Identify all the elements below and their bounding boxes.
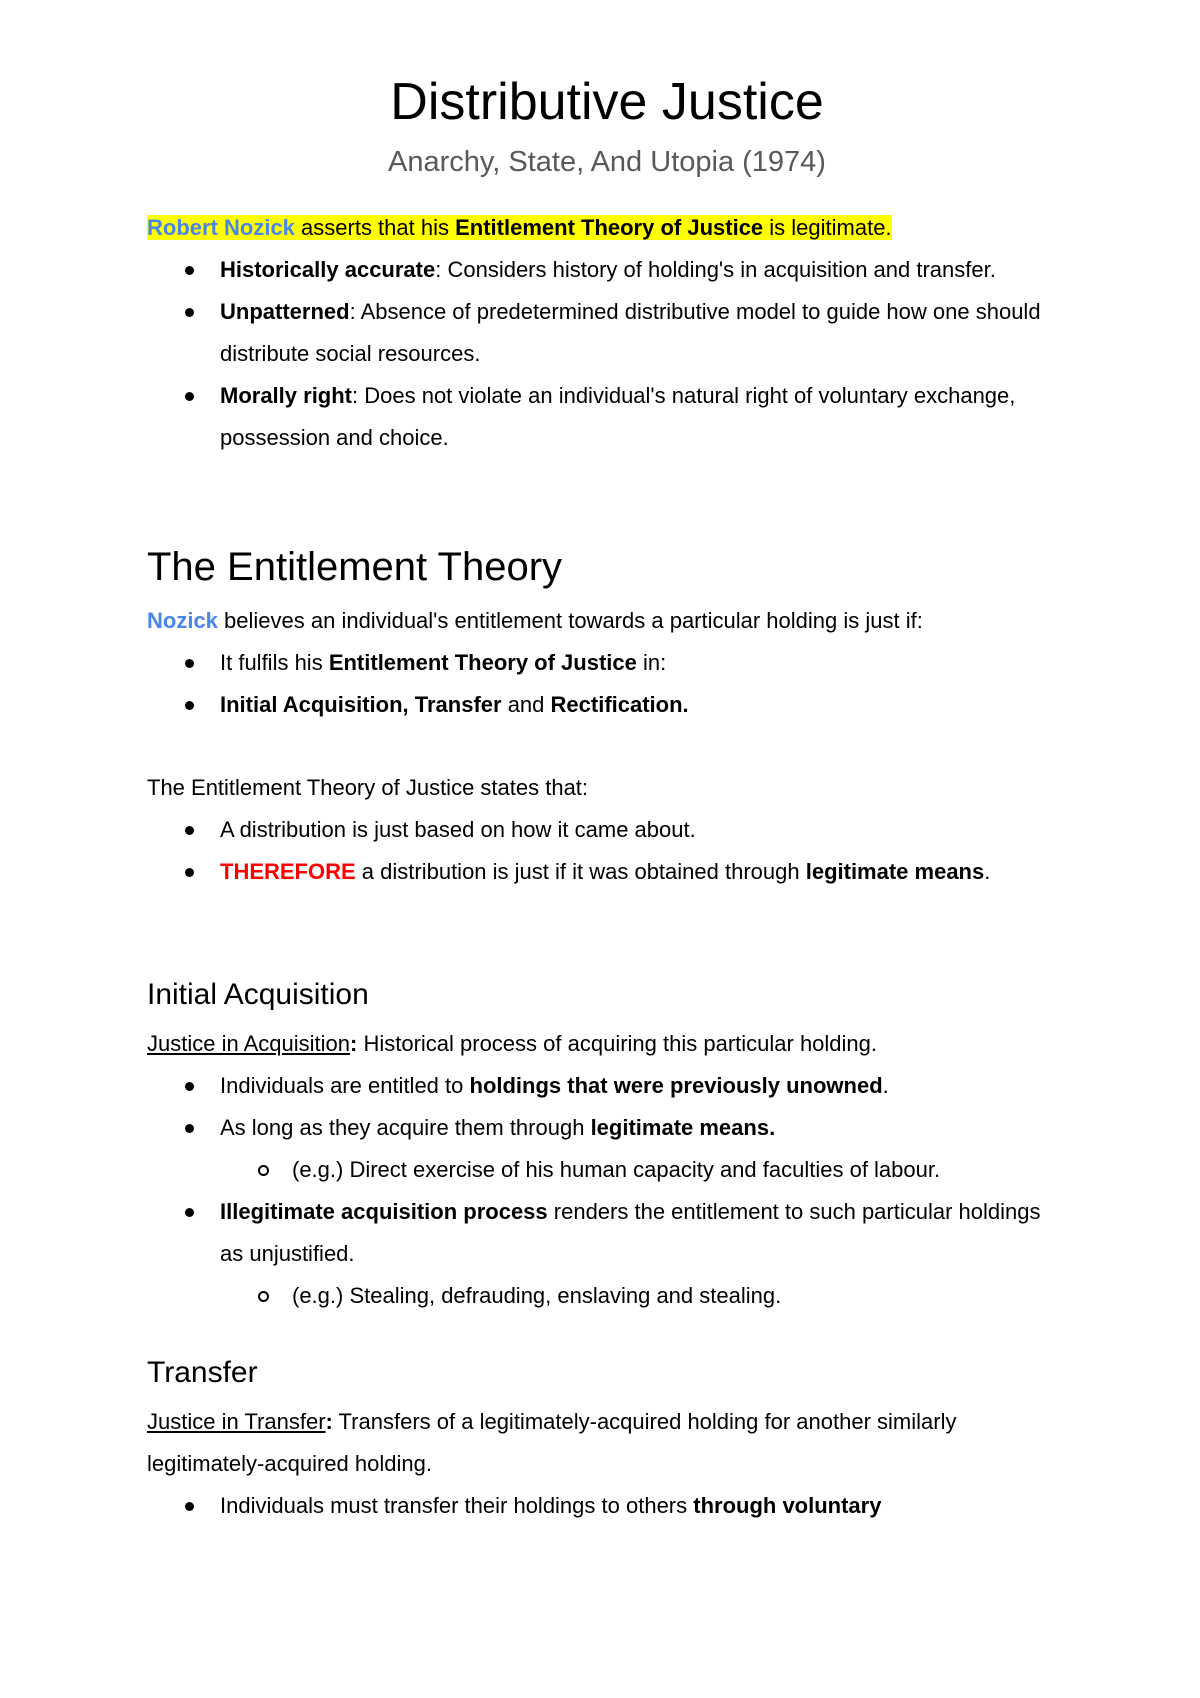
page-subtitle: Anarchy, State, And Utopia (1974) <box>388 146 826 178</box>
entitlement-theory-body <box>147 600 1067 726</box>
bullet-text: It fulfils his <box>220 650 329 675</box>
theory-name: Entitlement Theory of Justice <box>455 215 764 240</box>
bullet-text: renders the entitlement to such particular holdings as unjustified. <box>220 1199 1041 1266</box>
bullet-bold: Entitlement Theory of Justice <box>328 650 637 675</box>
intro-bullet-list <box>147 249 1067 459</box>
definition-text: Historical process of acquiring this particular holding. <box>357 1031 878 1056</box>
list-item <box>147 851 1067 893</box>
highlighted-sentence <box>147 215 892 240</box>
bullet-text: (e.g.) Direct exercise of his human capacity and faculties of labour. <box>292 1157 941 1182</box>
initial-acquisition-body <box>147 1023 1067 1317</box>
theory-statement-body <box>147 767 1067 893</box>
definition-colon: : <box>325 1409 333 1434</box>
bullet-text: : Absence of predetermined distributive model to guide how one should distribute social resources. <box>220 299 1041 366</box>
list-item <box>147 684 1067 726</box>
bullet-term: Historically accurate <box>220 257 436 282</box>
transfer-body <box>147 1401 1067 1527</box>
definition-colon: : <box>350 1031 358 1056</box>
intro-text: asserts that his <box>294 215 456 240</box>
transfer-list <box>147 1485 1067 1527</box>
sub-list-item <box>147 1149 1067 1191</box>
list-item <box>147 642 1067 684</box>
list-item <box>147 1191 1067 1275</box>
bullet-text: : Does not violate an individual's natural right of voluntary exchange, possession and choice. <box>220 383 1016 450</box>
section-lead <box>147 600 1067 642</box>
author-name: Robert Nozick <box>147 215 295 240</box>
bullet-term: Unpatterned <box>220 299 350 324</box>
definition-text: Transfers of a legitimately-acquired holding for another similarly legitimately-acquired holding. <box>147 1409 957 1476</box>
bullet-text: A distribution is just based on how it came about. <box>220 817 696 842</box>
section-heading: The Entitlement Theory <box>147 545 563 589</box>
bullet-bold: legitimate means. <box>590 1115 776 1140</box>
statement-lead: The Entitlement Theory of Justice states that: <box>147 775 589 800</box>
condition-list <box>147 642 1067 726</box>
list-item <box>147 249 1067 291</box>
initial-acquisition-section <box>147 978 1067 1012</box>
section-heading: Transfer <box>147 1356 258 1389</box>
intro-section <box>147 207 1067 459</box>
list-item <box>147 1065 1067 1107</box>
bullet-term: Morally right <box>220 383 353 408</box>
bullet-bold: Initial Acquisition, Transfer <box>220 692 502 717</box>
bullet-text: . <box>984 859 991 884</box>
bullet-bold: Illegitimate acquisition process <box>220 1199 548 1224</box>
definition-term: Justice in Transfer <box>147 1409 326 1434</box>
bullet-text: a distribution is just if it was obtained through <box>355 859 806 884</box>
bullet-bold: Rectification. <box>550 692 689 717</box>
section-heading: Initial Acquisition <box>147 978 369 1011</box>
bullet-bold: holdings that were previously unowned <box>469 1073 883 1098</box>
intro-text-end: is legitimate. <box>763 215 892 240</box>
acquisition-list <box>147 1065 1067 1317</box>
bullet-text: (e.g.) Stealing, defrauding, enslaving and stealing. <box>292 1283 782 1308</box>
bullet-text: and <box>501 692 551 717</box>
bullet-text: As long as they acquire them through <box>220 1115 591 1140</box>
sub-list-item <box>147 1275 1067 1317</box>
list-item <box>147 291 1067 375</box>
statement-list <box>147 809 1067 893</box>
definition-paragraph <box>147 1023 1067 1065</box>
list-item <box>147 1107 1067 1149</box>
list-item <box>147 375 1067 459</box>
entitlement-theory-section <box>147 545 1067 590</box>
lead-text: believes an individual's entitlement towards a particular holding is just if: <box>217 608 923 633</box>
transfer-section <box>147 1356 1067 1390</box>
emphasis-therefore: THEREFORE <box>220 859 356 884</box>
bullet-text: : Considers history of holding's in acquisition and transfer. <box>435 257 996 282</box>
list-item <box>147 1485 1067 1527</box>
bullet-text: . <box>882 1073 889 1098</box>
bullet-text: in: <box>636 650 667 675</box>
intro-paragraph <box>147 207 1067 249</box>
bullet-text: Individuals are entitled to <box>220 1073 470 1098</box>
bullet-text: Individuals must transfer their holdings to others <box>220 1493 694 1518</box>
bullet-bold: legitimate means <box>805 859 985 884</box>
author-name: Nozick <box>147 608 218 633</box>
definition-paragraph <box>147 1401 1067 1485</box>
list-item <box>147 809 1067 851</box>
bullet-bold: through voluntary <box>693 1493 882 1518</box>
definition-term: Justice in Acquisition <box>147 1031 350 1056</box>
page-title: Distributive Justice <box>390 73 824 131</box>
